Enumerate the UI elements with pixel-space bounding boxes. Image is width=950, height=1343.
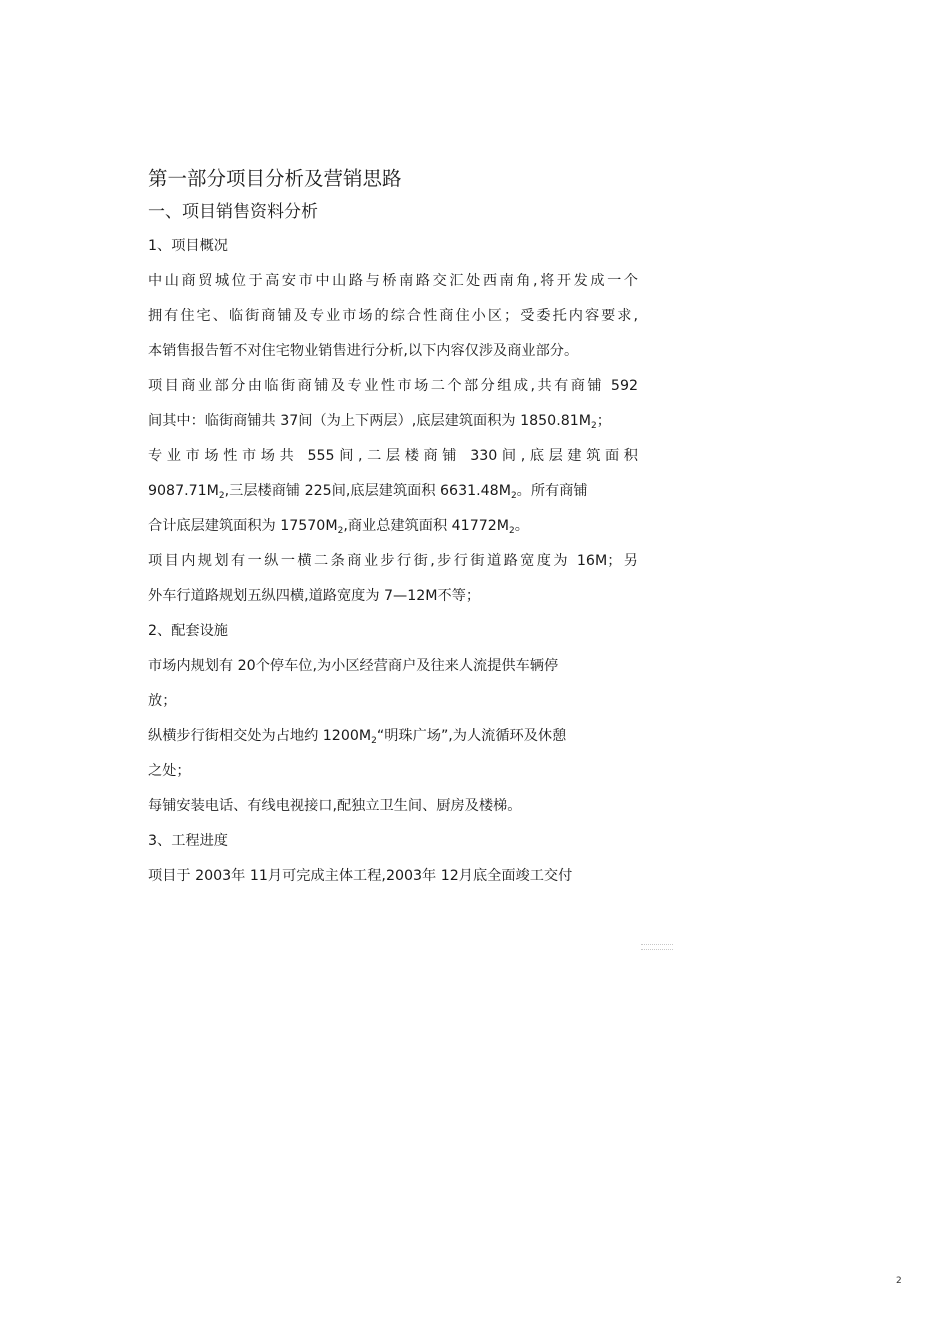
section-heading: 一、项目销售资料分析	[148, 202, 318, 222]
paragraph-line: 专业市场性市场共 555间,二层楼商铺 330间,底层建筑面积	[148, 448, 638, 464]
subsection-heading-progress: 3、工程进度	[148, 833, 228, 849]
paragraph-line: 市场内规划有 20个停车位,为小区经营商户及往来人流提供车辆停	[148, 658, 559, 674]
part-title: 第一部分项目分析及营销思路	[148, 167, 402, 190]
paragraph-line: 本销售报告暂不对住宅物业销售进行分析,以下内容仅涉及商业部分。	[148, 343, 579, 359]
page-content	[148, 163, 638, 894]
paragraph-line: 项目内规划有一纵一横二条商业步行街,步行街道路宽度为 16M；另	[148, 553, 638, 569]
subsection-heading-overview: 1、项目概况	[148, 238, 228, 254]
paragraph-line: 项目于 2003年 11月可完成主体工程,2003年 12月底全面竣工交付	[148, 868, 573, 884]
paragraph-line: $9087.71M_2$,三层楼商铺 225间,底层建筑面积 $6631.48M_2$。所有商铺	[148, 483, 588, 501]
subsection-heading-facilities: 2、配套设施	[148, 623, 228, 639]
paragraph-line: 项目商业部分由临街商铺及专业性市场二个部分组成,共有商铺 592	[148, 378, 638, 394]
paragraph-line: 中山商贸城位于高安市中山路与桥南路交汇处西南角,将开发成一个	[148, 273, 638, 289]
paragraph-line: 之处；	[148, 763, 191, 779]
page-number: 2	[896, 1276, 902, 1286]
paragraph-line: 外车行道路规划五纵四横,道路宽度为 7—12M不等；	[148, 588, 481, 604]
dotted-mark	[641, 944, 673, 950]
paragraph-line: 拥有住宅、临街商铺及专业市场的综合性商住小区；受委托内容要求,	[148, 308, 638, 324]
paragraph-line: 放；	[148, 693, 177, 709]
paragraph-line: 每铺安装电话、有线电视接口,配独立卫生间、厨房及楼梯。	[148, 798, 522, 814]
paragraph-line: 间其中：临街商铺共 37间（为上下两层）,底层建筑面积为 $1850.81M_2$；	[148, 413, 611, 431]
paragraph-line: 合计底层建筑面积为 $17570M_2$,商业总建筑面积 $41772M_2$。	[148, 518, 529, 536]
paragraph-line: 纵横步行街相交处为占地约 $1200M_2“$明珠广场”,为人流循环及休憩	[148, 728, 567, 746]
